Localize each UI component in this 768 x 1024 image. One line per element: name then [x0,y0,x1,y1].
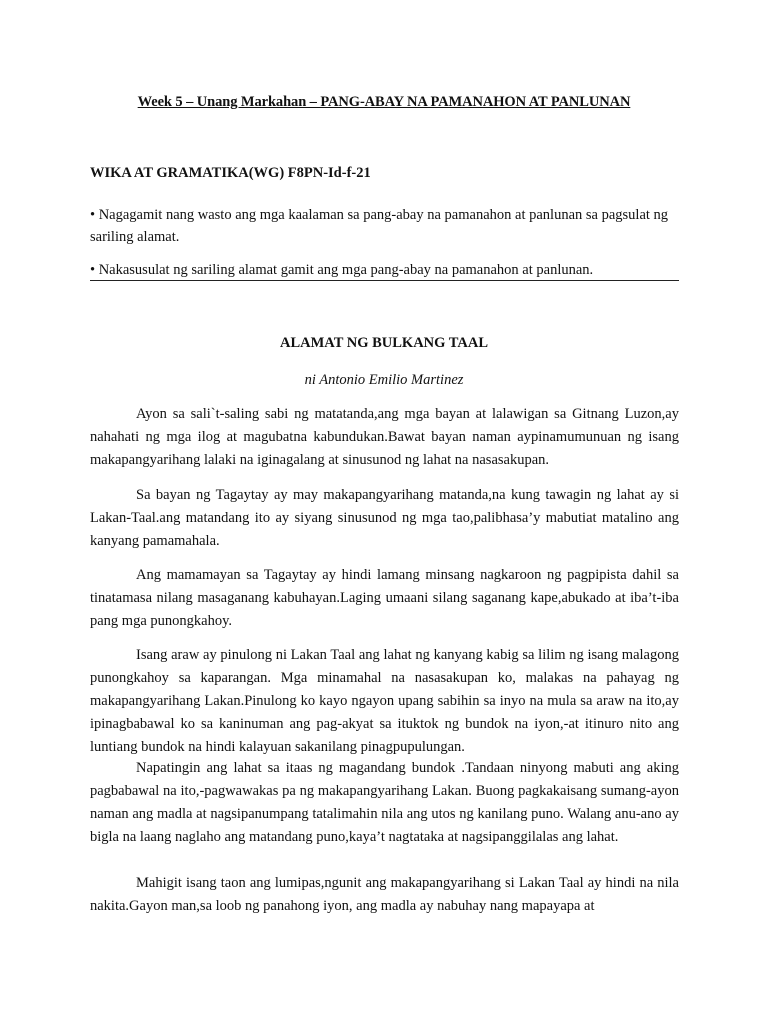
story-title: ALAMAT NG BULKANG TAAL [280,335,488,351]
objective-item: • Nagagamit nang wasto ang mga kaalaman sa pang-abay na pamanahon at panlunan sa pagsulat ng sariling alamat. [90,207,669,245]
story-author: ni Antonio Emilio Martinez [304,372,464,388]
story-paragraph: Mahigit isang taon ang lumipas,ngunit ang makapangyarihang si Lakan Taal ay hindi na nila nakita.Gayon man,sa loob ng panahong iyon, ang madla ay nabuhay nang mapayapa at [90,875,679,914]
story-paragraph: Ayon sa sali`t-saling sabi ng matatanda,ang mga bayan at lalawigan sa Gitnang Luzon,ay nahahati ng mga ilog at magubatna kabundukan.Bawat bayan naman aypinamumunuan ng isang makapangyarihang lalaki na iginagalang at sinusunod ng lahat na nasasakupan. [90,406,679,468]
objective-item: • Nakasusulat ng sariling alamat gamit ang mga pang-abay na pamanahon at panlunan. [90,262,594,278]
horizontal-rule [90,280,679,281]
story-paragraph: Isang araw ay pinulong ni Lakan Taal ang lahat ng kanyang kabig sa lilim ng isang malagong punongkahoy sa kaparangan. Mga minamahal na nasasakupan ko, malakas na pahayag ng makapangyarihang Lakan.Pinulong ko kayo ngayon upang sabihin sa inyo na mula sa araw na ito,ay ipinagbabawal ko sa kaninuman ang pag-akyat sa ituktok ng bundok na iyon,-at itinuro nito ang luntiang bundok na hindi kalayuan sakanilang pinagpupulungan. [90,647,679,755]
week-header: Week 5 – Unang Markahan – PANG-ABAY NA PAMANAHON AT PANLUNAN [137,94,631,110]
story-paragraph: Napatingin ang lahat sa itaas ng magandang bundok .Tandaan ninyong mabuti ang aking pagbabawal na ito,-pagwawakas pa ng makapangyarihang Lakan. Buong pagkakaisang sumang-ayon naman ang madla at nagsipanumpang tatalimahin nila ang utos ng kanilang puno. Walang anu-ano ay bigla na laang naglaho ang matandang puno,kaya’t nagtataka at nagsipanggilalas ang lahat. [90,760,679,845]
story-paragraph: Ang mamamayan sa Tagaytay ay hindi lamang minsang nagkaroon ng pagpipista dahil sa tinatamasa nilang masaganang kabuhayan.Laging umaani silang saganang kape,abukado at iba’t-iba pang mga punongkahoy. [90,567,679,629]
section-title: WIKA AT GRAMATIKA(WG) F8PN-Id-f-21 [90,165,371,181]
story-paragraph: Sa bayan ng Tagaytay ay may makapangyarihang matanda,na kung tawagin ng lahat ay si Lakan-Taal.ang matandang ito ay siyang sinusunod ng mga tao,palibhasa’y mabutiat matalino ang kanyang pamamahala. [90,487,679,549]
